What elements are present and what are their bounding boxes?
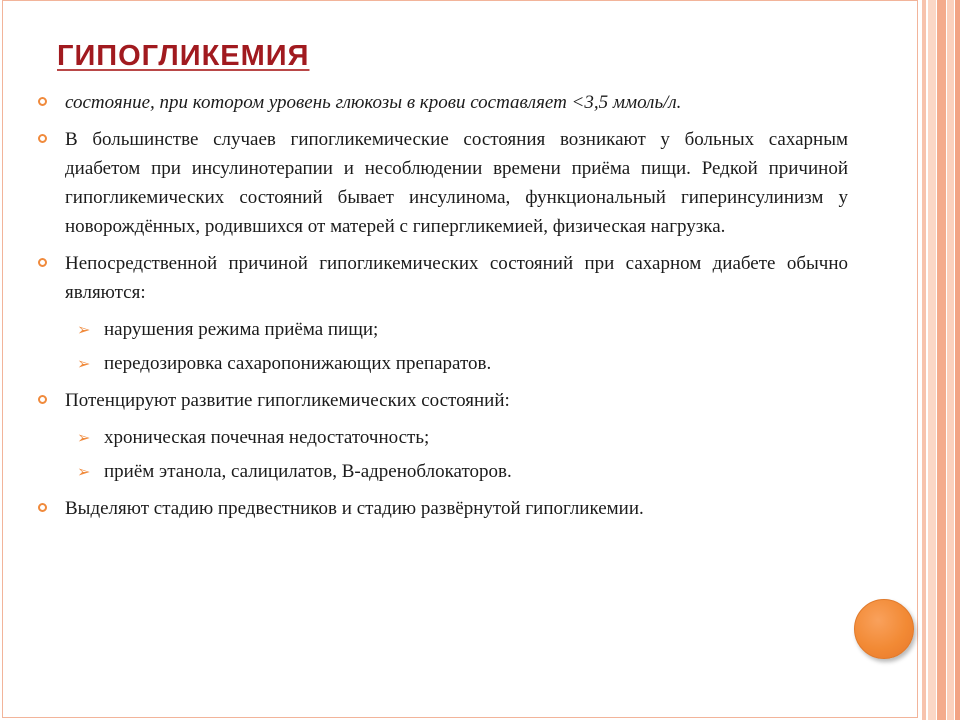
circle-bullet-icon xyxy=(38,395,47,404)
sub-item-overdose xyxy=(38,349,848,378)
chevron-bullet-icon: ➢ xyxy=(77,320,91,339)
bullet-item-causes-general xyxy=(38,125,848,241)
circle-bullet-icon xyxy=(38,97,47,106)
item-text: Выделяют стадию предвестников и стадию развёрнутой гипогликемии. xyxy=(65,498,644,519)
sub-item-meal-regime xyxy=(38,315,848,344)
sub-item-text: приём этанола, салицилатов, B-адреноблокаторов. xyxy=(104,461,512,482)
sub-item-text: передозировка сахаропонижающих препаратов. xyxy=(104,353,492,374)
chevron-bullet-icon: ➢ xyxy=(77,428,91,447)
sub-item-text: хроническая почечная недостаточность; xyxy=(104,427,430,448)
circle-bullet-icon xyxy=(38,134,47,143)
orange-circle-decoration xyxy=(854,599,914,659)
sub-item-text: нарушения режима приёма пищи; xyxy=(104,319,379,340)
bullet-item-potentiators xyxy=(38,386,848,415)
item-text: Потенцируют развитие гипогликемических состояний: xyxy=(65,390,510,411)
circle-bullet-icon xyxy=(38,258,47,267)
sub-item-ethanol xyxy=(38,457,848,486)
decorative-stripes xyxy=(918,0,960,720)
bullet-item-definition xyxy=(38,88,848,117)
chevron-bullet-icon: ➢ xyxy=(77,462,91,481)
item-text: состояние, при котором уровень глюкозы в крови составляет <3,5 ммоль/л. xyxy=(65,92,682,113)
sub-item-renal-failure xyxy=(38,423,848,452)
bullet-item-stages xyxy=(38,494,848,523)
bullet-item-direct-causes xyxy=(38,249,848,307)
item-text: Непосредственной причиной гипогликемических состояний при сахарном диабете обычно являются: xyxy=(65,253,848,303)
slide-content xyxy=(38,88,848,531)
item-text: В большинстве случаев гипогликемические состояния возникают у больных сахарным диабетом при инсулинотерапии и несоблюдении времени приёма пищи. Редкой причиной гипогликемических состояний бывает инсулинома, функциональный гиперинсулинизм у новорождённых, родившихся от матерей с гипергликемией, физическая нагрузка. xyxy=(65,129,848,237)
slide-title: ГИПОГЛИКЕМИЯ xyxy=(57,40,310,72)
circle-bullet-icon xyxy=(38,503,47,512)
chevron-bullet-icon: ➢ xyxy=(77,354,91,373)
